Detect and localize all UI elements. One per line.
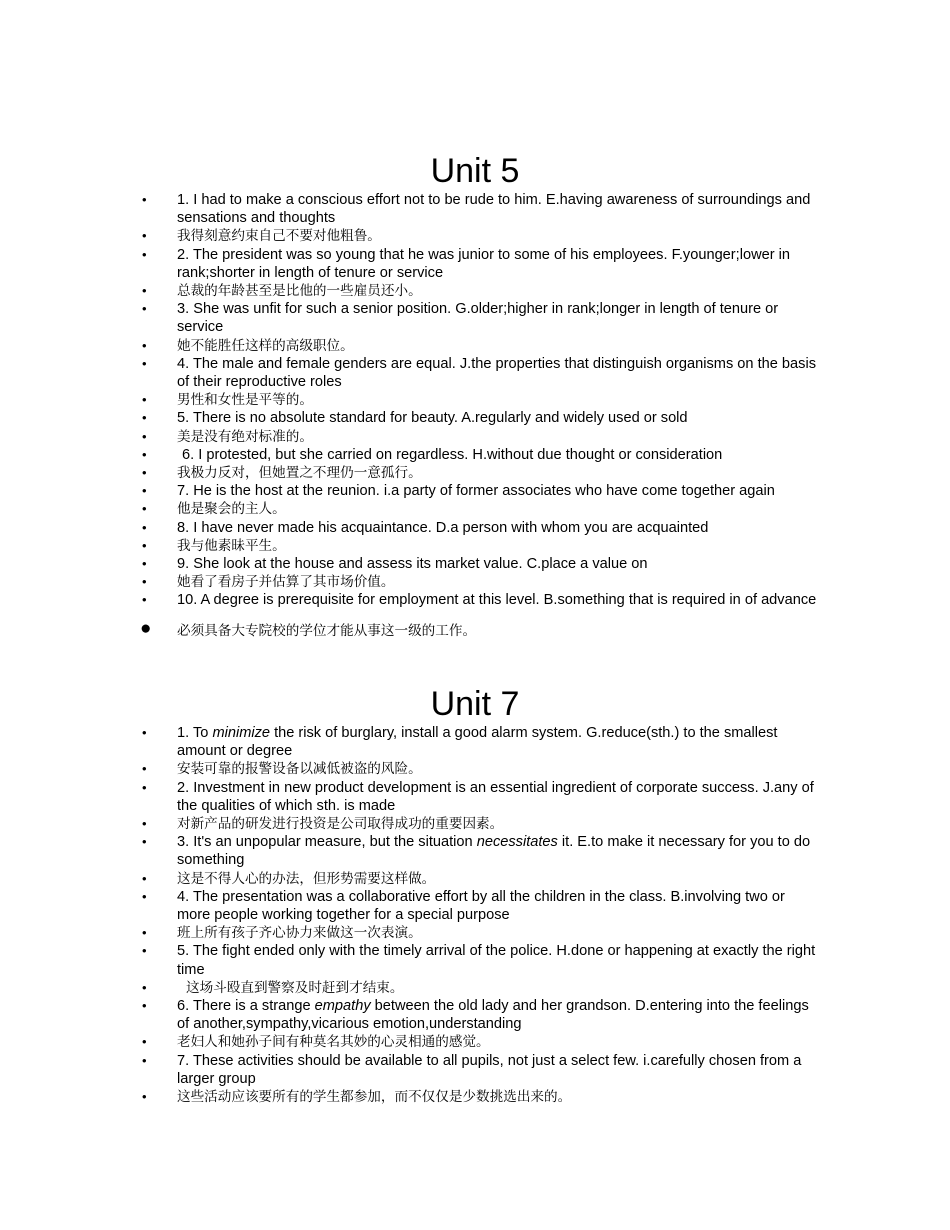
list-item: • 9. She look at the house and assess its market value. C.place a value on xyxy=(142,556,648,573)
unit5-list xyxy=(0,191,950,640)
list-item: • 7. He is the host at the reunion. i.a party of former associates who have come together again xyxy=(142,483,775,500)
sentence-cn: 我得刻意约束自己不要对他粗鲁。 xyxy=(177,228,381,245)
sentence-cn: 老妇人和她孙子间有种莫名其妙的心灵相通的感觉。 xyxy=(177,1034,490,1051)
list-item: ● 必须具备大专院校的学位才能从事这一级的工作。 xyxy=(140,617,477,639)
list-item: • 3. She was unfit for such a senior position. G.older;higher in rank;longer in length of tenure or service xyxy=(142,301,779,336)
list-item: • 这场斗殴直到警察及时赶到才结束。 xyxy=(142,979,404,996)
sentence-cn: 必须具备大专院校的学位才能从事这一级的工作。 xyxy=(177,622,477,639)
sentence-en: 2. The president was so young that he was junior to some of his employees. F.younger;lower in rank;shorter in length of tenure or service xyxy=(177,246,791,281)
sentence-cn: 我极力反对，但她置之不理仍一意孤行。 xyxy=(177,465,422,482)
list-item: • 2. The president was so young that he was junior to some of his employees. F.younger;lower in rank;shorter in length of tenure or service xyxy=(142,246,791,281)
sentence-en: 1. I had to make a conscious effort not to be rude to him. E.having awareness of surroundings and sensations and thoughts xyxy=(177,192,811,227)
sentence-cn: 她看了看房子并估算了其市场价值。 xyxy=(177,574,395,591)
list-item: • 1. I had to make a conscious effort not to be rude to him. E.having awareness of surroundings and sensations and thoughts xyxy=(142,192,811,227)
sentence-cn: 男性和女性是平等的。 xyxy=(177,392,313,409)
list-item: • 这些活动应该要所有的学生都参加，而不仅仅是少数挑选出来的。 xyxy=(142,1089,572,1106)
unit7-heading: Unit 7 xyxy=(430,685,520,723)
sentence-en: 8. I have never made his acquaintance. D.a person with whom you are acquainted xyxy=(177,519,709,536)
sentence-en: 4. The male and female genders are equal. J.the properties that distinguish organisms on the basis of their reproductive roles xyxy=(177,355,816,391)
sentence-en: 6. I protested, but she carried on regardless. H.without due thought or consideration xyxy=(182,446,723,463)
list-item: • 我与他素昧平生。 xyxy=(142,537,286,554)
list-item: • 7. These activities should be available to all pupils, not just a select few. i.carefully chosen from a larger group xyxy=(142,1052,802,1087)
sentence-cn: 她不能胜任这样的高级职位。 xyxy=(177,337,354,354)
sentence-cn: 他是聚会的主人。 xyxy=(177,501,286,518)
list-item: • 5. The fight ended only with the timely arrival of the police. H.done or happening at exactly the right time xyxy=(142,943,816,978)
sentence-en: 3. It's an unpopular measure, but the situation necessitates it. E.to make it necessary for you to do something xyxy=(177,834,811,869)
keyword: necessitates xyxy=(476,834,558,851)
list-item: • 4. The presentation was a collaborative effort by all the children in the class. B.involving two or more people working together for a special purpose xyxy=(142,888,785,924)
sentence-cn: 我与他素昧平生。 xyxy=(177,537,286,554)
list-item: • 1. To minimize the risk of burglary, install a good alarm system. G.reduce(sth.) to the smallest amount or degree xyxy=(142,725,778,760)
keyword: minimize xyxy=(212,725,271,741)
list-item: • 我极力反对，但她置之不理仍一意孤行。 xyxy=(142,465,422,482)
sentence-cn: 这场斗殴直到警察及时赶到才结束。 xyxy=(186,979,404,996)
sentence-en: 1. To minimize the risk of burglary, install a good alarm system. G.reduce(sth.) to the smallest amount or degree xyxy=(177,725,778,760)
list-item: • 这是不得人心的办法，但形势需要这样做。 xyxy=(142,870,436,887)
sentence-en: 9. She look at the house and assess its market value. C.place a value on xyxy=(177,556,648,573)
sentence-en: 4. The presentation was a collaborative effort by all the children in the class. B.involving two or more people working together for a special purpose xyxy=(177,888,785,924)
sentence-cn: 安装可靠的报警设备以减低被盗的风险。 xyxy=(177,761,422,778)
list-item: • 8. I have never made his acquaintance. D.a person with whom you are acquainted xyxy=(142,519,709,536)
sentence-cn: 总裁的年龄甚至是比他的一些雇员还小。 xyxy=(177,283,422,300)
list-item: • 对新产品的研发进行投资是公司取得成功的重要因素。 xyxy=(142,816,504,833)
list-item: • 美是没有绝对标准的。 xyxy=(142,428,313,445)
unit5-heading: Unit 5 xyxy=(430,152,520,190)
list-item: • 男性和女性是平等的。 xyxy=(142,392,313,409)
sentence-en: 3. She was unfit for such a senior position. G.older;higher in rank;longer in length of tenure or service xyxy=(177,301,779,336)
list-item: • 4. The male and female genders are equal. J.the properties that distinguish organisms on the basis of their reproductive roles xyxy=(142,355,816,391)
unit7-list xyxy=(0,724,950,1106)
list-item: • 老妇人和她孙子间有种莫名其妙的心灵相通的感觉。 xyxy=(142,1034,490,1051)
list-item: • 总裁的年龄甚至是比他的一些雇员还小。 xyxy=(142,283,422,300)
list-item: • 6. There is a strange empathy between the old lady and her grandson. D.entering into the feelings of another,sympathy,vicarious emotion,understanding xyxy=(142,998,809,1033)
list-item: • 安装可靠的报警设备以减低被盗的风险。 xyxy=(142,761,422,778)
list-item: • 3. It's an unpopular measure, but the situation necessitates it. E.to make it necessary for you to do something xyxy=(142,834,811,869)
sentence-en: 7. These activities should be available to all pupils, not just a select few. i.carefully chosen from a larger group xyxy=(177,1052,802,1087)
sentence-cn: 对新产品的研发进行投资是公司取得成功的重要因素。 xyxy=(177,816,504,833)
list-item: • 班上所有孩子齐心协力来做这一次表演。 xyxy=(142,925,422,942)
list-item: • 2. Investment in new product development is an essential ingredient of corporate success. J.any of the qualities of which sth. is made xyxy=(142,779,814,814)
sentence-en: 6. There is a strange empathy between the old lady and her grandson. D.entering into the feelings of another,sympathy,vicarious emotion,understanding xyxy=(177,998,809,1033)
sentence-en: 10. A degree is prerequisite for employment at this level. B.something that is required in of advance xyxy=(177,592,817,609)
sentence-cn: 班上所有孩子齐心协力来做这一次表演。 xyxy=(177,925,422,942)
sentence-en: 5. The fight ended only with the timely arrival of the police. H.done or happening at exactly the right time xyxy=(177,943,816,978)
sentence-cn: 这些活动应该要所有的学生都参加，而不仅仅是少数挑选出来的。 xyxy=(177,1089,572,1106)
sentence-cn: 美是没有绝对标准的。 xyxy=(177,428,313,445)
list-item: • 我得刻意约束自己不要对他粗鲁。 xyxy=(142,228,381,245)
list-item: • 5. There is no absolute standard for beauty. A.regularly and widely used or sold xyxy=(142,410,688,427)
sentence-en: 5. There is no absolute standard for beauty. A.regularly and widely used or sold xyxy=(177,410,688,427)
list-item: • 10. A degree is prerequisite for employment at this level. B.something that is required in of advance xyxy=(142,592,817,609)
sentence-cn: 这是不得人心的办法，但形势需要这样做。 xyxy=(177,870,436,887)
sentence-en: 7. He is the host at the reunion. i.a party of former associates who have come together again xyxy=(177,483,775,500)
list-item: • 他是聚会的主人。 xyxy=(142,501,286,518)
keyword: empathy xyxy=(314,998,371,1015)
list-item: • 6. I protested, but she carried on regardless. H.without due thought or consideration xyxy=(142,446,723,463)
list-item: • 她不能胜任这样的高级职位。 xyxy=(142,337,354,354)
sentence-en: 2. Investment in new product development is an essential ingredient of corporate success. J.any of the qualities of which sth. is made xyxy=(177,779,814,814)
list-item: • 她看了看房子并估算了其市场价值。 xyxy=(142,574,395,591)
